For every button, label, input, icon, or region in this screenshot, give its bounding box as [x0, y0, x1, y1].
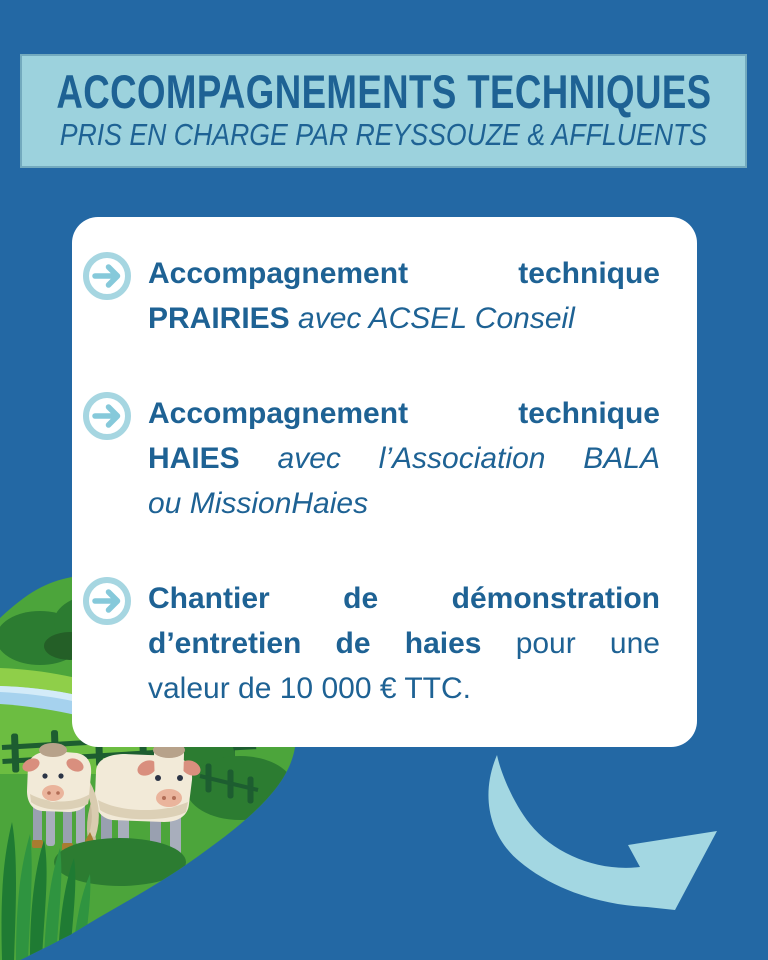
- bullet-text: [148, 576, 660, 711]
- bullet-text: [148, 391, 660, 526]
- curved-arrow-icon: [470, 748, 730, 918]
- bullet-list: [82, 251, 697, 711]
- bullet-line: Accompagnement technique: [148, 257, 660, 290]
- bullet-line: d’entretien de haies pour une: [148, 627, 660, 660]
- bullet-line: ou MissionHaies: [148, 487, 369, 520]
- arrow-right-circle-icon: [82, 391, 132, 441]
- bullet-text: [148, 251, 660, 341]
- bullet-item: [82, 391, 697, 526]
- bullet-item: [82, 576, 697, 711]
- bullet-line: PRAIRIES avec ACSEL Conseil: [148, 302, 575, 335]
- arrow-right-circle-icon: [82, 576, 132, 626]
- bullet-line: Chantier de démonstration: [148, 582, 660, 615]
- bullet-item: [82, 251, 697, 341]
- poster-subtitle: PRIS EN CHARGE PAR REYSSOUZE & AFFLUENTS: [59, 117, 708, 153]
- bullet-line: valeur de 10 000 € TTC.: [148, 672, 471, 705]
- bullet-line: HAIES avec l’Association BALA: [148, 442, 660, 475]
- bullet-line: Accompagnement technique: [148, 397, 660, 430]
- poster-title: ACCOMPAGNEMENTS TECHNIQUES: [55, 64, 712, 118]
- header-band: [20, 54, 747, 168]
- arrow-right-circle-icon: [82, 251, 132, 301]
- bush-right-low: [186, 756, 294, 820]
- content-card: [72, 217, 697, 747]
